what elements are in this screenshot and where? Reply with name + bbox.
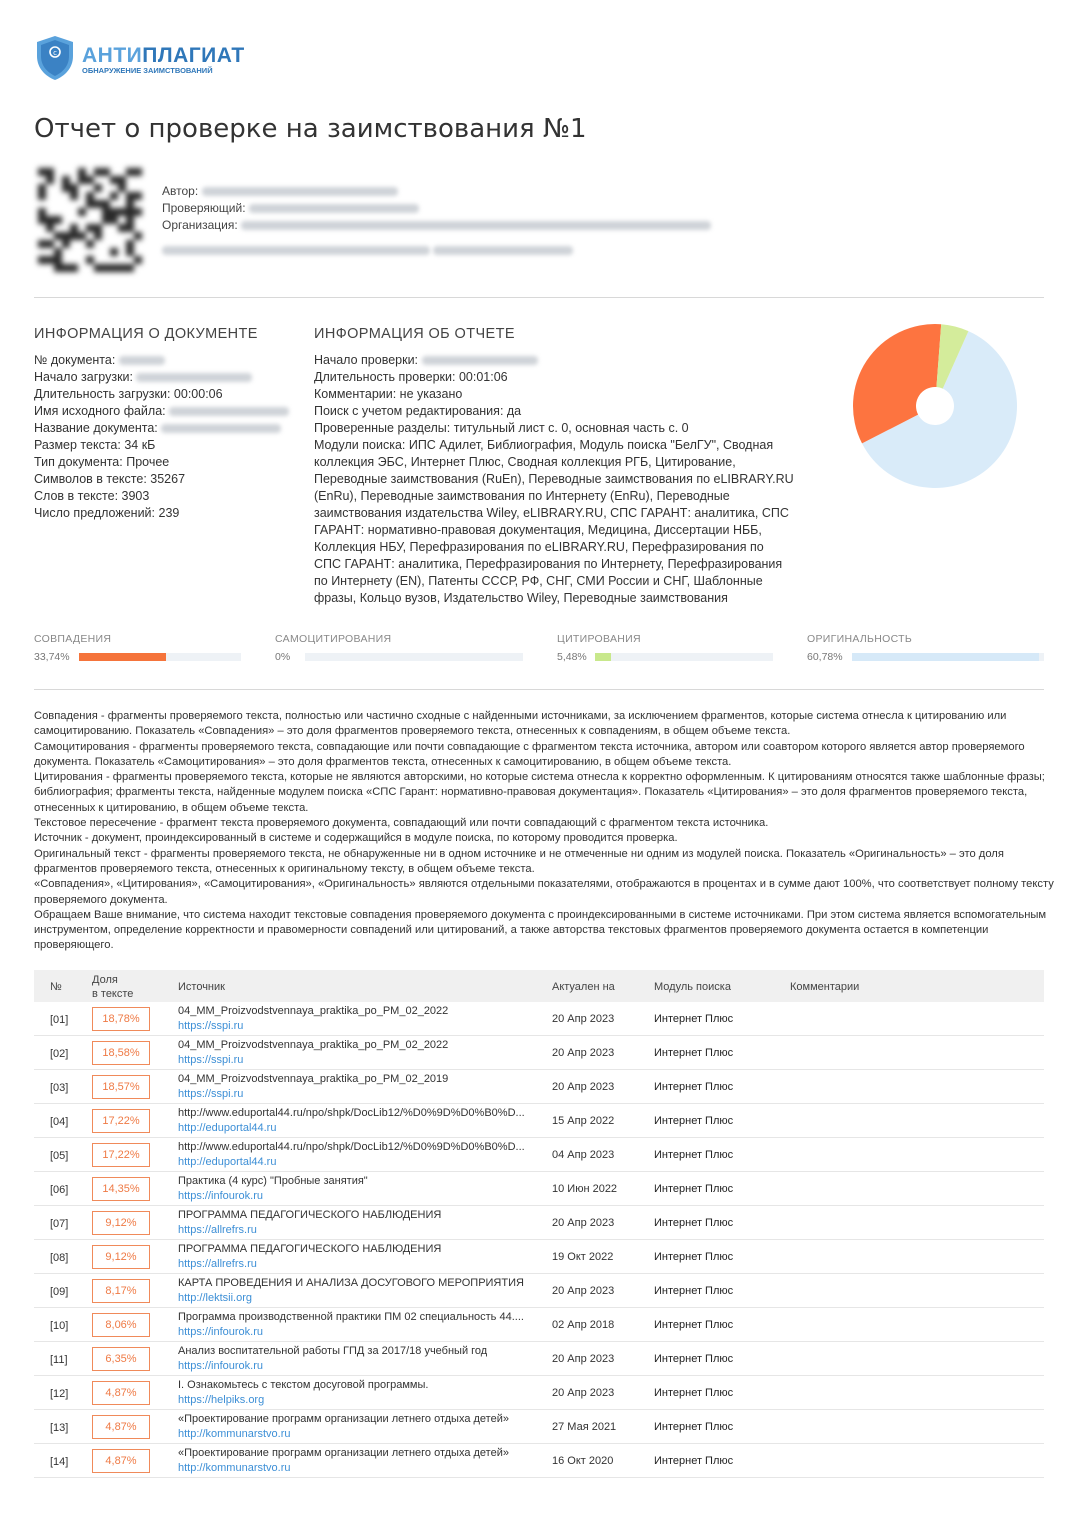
row-share-badge: 4,87%: [92, 1449, 150, 1473]
row-number: [09]: [50, 1286, 69, 1298]
row-share-badge: 9,12%: [92, 1211, 150, 1235]
row-source-title: http://www.eduportal44.ru/npo/shpk/DocLib12/%D0%9D%D0%B0%D...: [178, 1107, 525, 1119]
svg-text:c: c: [53, 49, 57, 57]
qr-cell: [110, 264, 118, 272]
row-source-title: «Проектирование программ организации летнего отдыха детей»: [178, 1447, 509, 1459]
table-row: [34, 1376, 1044, 1410]
row-share-badge: 4,87%: [92, 1415, 150, 1439]
sources-table: [34, 970, 1044, 1478]
row-source-title: http://www.eduportal44.ru/npo/shpk/DocLib12/%D0%9D%D0%B0%D...: [178, 1141, 525, 1153]
metric-fill: [595, 653, 611, 661]
row-share-badge: 18,78%: [92, 1007, 150, 1031]
qr-cell: [38, 240, 46, 248]
qr-cell: [134, 232, 142, 240]
qr-cell: [46, 224, 54, 232]
row-module: Интернет Плюс: [654, 1285, 734, 1297]
row-number: [10]: [50, 1320, 69, 1332]
metric-track: [852, 653, 1044, 661]
qr-cell: [46, 240, 54, 248]
check-duration: Длительность проверки: 00:01:06: [314, 370, 508, 384]
row-module: Интернет Плюс: [654, 1081, 734, 1093]
qr-cell: [102, 216, 110, 224]
row-source-title: Практика (4 курс) "Пробные занятия": [178, 1175, 368, 1187]
qr-cell: [38, 192, 46, 200]
qr-cell: [94, 168, 102, 176]
table-row: [34, 1138, 1044, 1172]
check-comments: Комментарии: не указано: [314, 387, 463, 401]
upload-duration: Длительность загрузки: 00:00:06: [34, 387, 223, 401]
glossary-paragraph: Обращаем Ваше внимание, что система находит текстовые совпадения проверяемого документа с проиндексированными в системе источниками. При этом система является вспомогательным инструментом, определение корректности и правомерности совпадений или цитирований, а также авторства текстовых фрагментов проверяемого документа остается в компетенции проверяющего.: [34, 908, 1047, 952]
shield-logo-icon: [34, 34, 76, 82]
qr-cell: [94, 264, 102, 272]
glossary-paragraph: Источник - документ, проиндексированный в системе и содержащийся в модуле поиска, по которому проводится проверка.: [34, 832, 678, 845]
table-row: [34, 1172, 1044, 1206]
qr-cell: [78, 168, 86, 176]
row-module: Интернет Плюс: [654, 1115, 734, 1127]
row-share-badge: 8,06%: [92, 1313, 150, 1337]
table-row: [34, 1206, 1044, 1240]
qr-cell: [118, 184, 126, 192]
row-module: Интернет Плюс: [654, 1217, 734, 1229]
qr-cell: [38, 184, 46, 192]
table-header: [34, 970, 1044, 1002]
checked-sections: Проверенные разделы: титульный лист с. 0, основная часть с. 0: [314, 421, 689, 435]
qr-cell: [126, 168, 134, 176]
row-date: 20 Апр 2023: [552, 1387, 615, 1399]
row-source-title: Анализ воспитательной работы ГПД за 2017/18 учебный год: [178, 1345, 488, 1357]
row-date: 02 Апр 2018: [552, 1319, 615, 1331]
table-row: [34, 1274, 1044, 1308]
row-module: Интернет Плюс: [654, 1455, 734, 1467]
th-share: Доля в тексте: [92, 974, 134, 1000]
qr-cell: [110, 248, 118, 256]
qr-cell: [62, 176, 70, 184]
metric-track: [595, 653, 773, 661]
qr-cell: [86, 200, 94, 208]
qr-cell: [126, 208, 134, 216]
qr-cell: [70, 232, 78, 240]
row-number: [04]: [50, 1116, 69, 1128]
qr-cell: [38, 208, 46, 216]
qr-cell: [94, 224, 102, 232]
qr-cell: [126, 224, 134, 232]
qr-cell: [118, 176, 126, 184]
qr-cell: [62, 232, 70, 240]
qr-cell: [46, 168, 54, 176]
row-share-badge: 18,58%: [92, 1041, 150, 1065]
qr-cell: [62, 184, 70, 192]
qr-cell: [110, 192, 118, 200]
qr-cell: [54, 232, 62, 240]
row-module: Интернет Плюс: [654, 1251, 734, 1263]
edit-search: Поиск с учетом редактирования: да: [314, 404, 522, 418]
qr-cell: [70, 224, 78, 232]
row-share-badge: 9,12%: [92, 1245, 150, 1269]
glossary-paragraph: Самоцитирования - фрагменты проверяемого текста, совпадающие или почти совпадающие с фрагментом текста источника, автором или соавтором которого является автор проверяемого документа. Показатель «Самоцитирования» – это доля фрагментов текста, отнесенных к самоцитированию, в общем объеме текста.: [34, 740, 1025, 768]
antiplagiat-logo: [34, 34, 245, 84]
row-number: [13]: [50, 1422, 69, 1434]
row-date: 20 Апр 2023: [552, 1081, 615, 1093]
row-date: 20 Апр 2023: [552, 1013, 615, 1025]
row-module: Интернет Плюс: [654, 1421, 734, 1433]
meta-organization: Организация:: [162, 218, 711, 232]
row-date: 20 Апр 2023: [552, 1217, 615, 1229]
qr-cell: [86, 240, 94, 248]
row-module: Интернет Плюс: [654, 1013, 734, 1025]
table-body: [34, 1002, 1044, 1478]
qr-cell: [102, 264, 110, 272]
row-share-badge: 8,17%: [92, 1279, 150, 1303]
qr-cell: [110, 176, 118, 184]
char-count: Символов в тексте: 35267: [34, 472, 186, 486]
qr-cell: [126, 264, 134, 272]
row-number: [06]: [50, 1184, 69, 1196]
row-source-title: Программа производственной практики ПМ 02 специальность 44....: [178, 1311, 524, 1323]
qr-cell: [118, 208, 126, 216]
qr-cell: [38, 168, 46, 176]
divider: [34, 689, 1044, 690]
metric-3: [807, 633, 913, 663]
row-date: 10 Июн 2022: [552, 1183, 618, 1195]
qr-cell: [126, 200, 134, 208]
qr-cell: [94, 232, 102, 240]
qr-cell: [38, 256, 46, 264]
qr-cell: [86, 176, 94, 184]
report-info-heading: ИНФОРМАЦИЯ ОБ ОТЧЕТЕ: [314, 326, 515, 342]
metric-value: 60,78%: [807, 651, 843, 663]
qr-cell: [134, 208, 142, 216]
qr-cell: [46, 256, 54, 264]
qr-cell: [70, 264, 78, 272]
doc-info: [34, 352, 289, 522]
row-source-link[interactable]: http://lektsii.org: [178, 1292, 252, 1304]
qr-cell: [126, 248, 134, 256]
qr-cell: [78, 208, 86, 216]
row-share-badge: 18,57%: [92, 1075, 150, 1099]
glossary-paragraph: Оригинальный текст - фрагменты проверяемого текста, не обнаруженные ни в одном источнике и не отмеченные ни одним из модулей поиска. Показатель «Оригинальность» – это доля фрагментов проверяемого текста, отнесенных к оригинальному тексту, в общем объеме текста.: [34, 847, 1004, 875]
row-number: [01]: [50, 1014, 69, 1026]
table-row: [34, 1308, 1044, 1342]
row-source-title: ПРОГРАММА ПЕДАГОГИЧЕСКОГО НАБЛЮДЕНИЯ: [178, 1243, 442, 1255]
row-source-title: 04_MM_Proizvodstvennaya_praktika_po_PM_02_2022: [178, 1039, 449, 1051]
qr-cell: [86, 192, 94, 200]
table-row: [34, 1002, 1044, 1036]
table-row: [34, 1342, 1044, 1376]
upload-start: Начало загрузки:: [34, 369, 289, 386]
qr-cell: [126, 240, 134, 248]
metric-label: САМОЦИТИРОВАНИЯ: [275, 633, 392, 645]
metric-2: [557, 633, 641, 663]
row-source-link[interactable]: http://eduportal44.ru: [178, 1156, 277, 1168]
doc-name: Название документа:: [34, 420, 289, 437]
metric-label: ЦИТИРОВАНИЯ: [557, 633, 641, 645]
qr-cell: [94, 184, 102, 192]
th-module: Модуль поиска: [654, 981, 731, 993]
text-size: Размер текста: 34 кБ: [34, 438, 156, 452]
divider: [34, 297, 1044, 298]
qr-cell: [110, 216, 118, 224]
doc-type: Тип документа: Прочее: [34, 455, 170, 469]
report-info: [314, 352, 794, 607]
glossary-paragraph: Совпадения - фрагменты проверяемого текста, полностью или частично сходные с найденными источниками, за исключением фрагментов, которые система отнесла к цитированию или самоцитированию. Показатель «Совпадения» – это доля фрагментов проверяемого текста, отнесенных к совпадениям, в общем объеме текста.: [34, 710, 1007, 738]
qr-cell: [62, 264, 70, 272]
qr-cell: [94, 200, 102, 208]
glossary-paragraph: Цитирования - фрагменты проверяемого текста, которые не являются авторскими, но которые система отнесла к корректно оформленным. К цитированиям относятся также шаблонные фразы; библиография; фрагменты текста, найденные модулем поиска «СПС Гарант: нормативно-правовая документация». Показатель «Цитирования» – это доля фрагментов проверяемого текста, отнесенных к цитированию, в общем объеме текста.: [34, 771, 1045, 814]
check-start: Начало проверки:: [314, 352, 794, 369]
table-row: [34, 1444, 1044, 1478]
row-number: [08]: [50, 1252, 69, 1264]
qr-cell: [118, 264, 126, 272]
qr-cell: [86, 224, 94, 232]
qr-cell: [54, 216, 62, 224]
row-source-title: КАРТА ПРОВЕДЕНИЯ И АНАЛИЗА ДОСУГОВОГО МЕРОПРИЯТИЯ: [178, 1277, 524, 1289]
row-source-title: 04_MM_Proizvodstvennaya_praktika_po_PM_02_2019: [178, 1073, 449, 1085]
word-count: Слов в тексте: 3903: [34, 489, 150, 503]
row-source-link[interactable]: https://sspi.ru: [178, 1020, 244, 1032]
row-number: [02]: [50, 1048, 69, 1060]
qr-cell: [134, 168, 142, 176]
qr-cell: [62, 240, 70, 248]
row-number: [14]: [50, 1456, 69, 1468]
metric-track: [305, 653, 523, 661]
qr-cell: [54, 264, 62, 272]
table-row: [34, 1104, 1044, 1138]
qr-cell: [46, 176, 54, 184]
report-title: Отчет о проверке на заимствования №1: [34, 114, 587, 144]
meta-author: Автор:: [162, 184, 398, 198]
row-number: [05]: [50, 1150, 69, 1162]
row-source-link[interactable]: https://allrefrs.ru: [178, 1258, 257, 1270]
meta-blurred-line: [162, 243, 573, 257]
row-date: 19 Окт 2022: [552, 1251, 614, 1263]
row-source-link[interactable]: https://infourok.ru: [178, 1360, 263, 1372]
qr-cell: [46, 216, 54, 224]
row-source-link[interactable]: https://infourok.ru: [178, 1326, 263, 1338]
logo-tagline: ОБНАРУЖЕНИЕ ЗАИМСТВОВАНИЙ: [82, 66, 213, 75]
th-comments: Комментарии: [790, 981, 860, 993]
metric-label: ОРИГИНАЛЬНОСТЬ: [807, 633, 913, 645]
row-module: Интернет Плюс: [654, 1319, 734, 1331]
row-source-link[interactable]: https://sspi.ru: [178, 1054, 244, 1066]
qr-cell: [78, 176, 86, 184]
qr-cell: [86, 256, 94, 264]
metric-value: 33,74%: [34, 651, 70, 663]
metric-track: [79, 653, 241, 661]
th-date: Актуален на: [552, 981, 615, 993]
row-module: Интернет Плюс: [654, 1353, 734, 1365]
metric-fill: [852, 653, 1039, 661]
glossary-paragraph: Текстовое пересечение - фрагмент текста проверяемого документа, совпадающий или почти совпадающий с фрагментом текста источника.: [34, 817, 769, 830]
metric-1: [275, 633, 392, 663]
originality-pie-chart: [850, 321, 1020, 491]
row-source-title: «Проектирование программ организации летнего отдыха детей»: [178, 1413, 509, 1425]
row-number: [12]: [50, 1388, 69, 1400]
qr-cell: [102, 208, 110, 216]
metric-value: 0%: [275, 651, 291, 663]
metric-label: СОВПАДЕНИЯ: [34, 633, 112, 645]
row-source-title: I. Ознакомьтесь с текстом досуговой программы.: [178, 1379, 429, 1391]
qr-cell: [126, 192, 134, 200]
qr-cell: [70, 184, 78, 192]
metric-value: 5,48%: [557, 651, 587, 663]
glossary: [34, 709, 1062, 954]
row-share-badge: 6,35%: [92, 1347, 150, 1371]
qr-cell: [134, 256, 142, 264]
metric-fill: [79, 653, 166, 661]
row-share-badge: 4,87%: [92, 1381, 150, 1405]
row-source-link[interactable]: https://allrefrs.ru: [178, 1224, 257, 1236]
row-source-link[interactable]: http://kommunarstvo.ru: [178, 1462, 291, 1474]
search-modules: Модули поиска: ИПС Адилет, Библиография, Модуль поиска "БелГУ", Сводная коллекция ЭБС, Интернет Плюс, Сводная коллекция РГБ, Цитирование, Переводные заимствования (RuEn), Переводные заимствования по eLIBRARY.RU (EnRu), Переводные заимствования по Интернету (EnRu), Переводные заимствования издательства Wiley, eLIBRARY.RU, СПС ГАРАНТ: аналитика, СПС ГАРАНТ: нормативно-правовая документация, Медицина, Диссертации НББ, Коллекция НБУ, Перефразирования по eLIBRARY.RU, Перефразирования по СПС ГАРАНТ: аналитика, Перефразирования по Интернету, Перефразирования по Интернету (EN), Патенты СССР, РФ, СНГ, СМИ России и СНГ, Шаблонные фразы, Кольцо вузов, Издательство Wiley, Переводные заимствования: [314, 438, 794, 605]
doc-number: № документа:: [34, 352, 289, 369]
row-module: Интернет Плюс: [654, 1183, 734, 1195]
qr-cell: [126, 216, 134, 224]
meta-checker: Проверяющий:: [162, 201, 419, 215]
row-date: 27 Мая 2021: [552, 1421, 617, 1433]
row-date: 15 Апр 2022: [552, 1115, 615, 1127]
row-source-link[interactable]: http://eduportal44.ru: [178, 1122, 277, 1134]
row-module: Интернет Плюс: [654, 1387, 734, 1399]
qr-cell: [54, 248, 62, 256]
logo-wordmark: АНТИПЛАГИАТ: [82, 44, 245, 67]
row-share-badge: 17,22%: [92, 1143, 150, 1167]
row-number: [07]: [50, 1218, 69, 1230]
qr-cell: [110, 208, 118, 216]
sentence-count: Число предложений: 239: [34, 506, 180, 520]
row-date: 20 Апр 2023: [552, 1353, 615, 1365]
row-source-link[interactable]: https://sspi.ru: [178, 1088, 244, 1100]
table-row: [34, 1070, 1044, 1104]
row-number: [03]: [50, 1082, 69, 1094]
row-module: Интернет Плюс: [654, 1047, 734, 1059]
glossary-paragraph: «Совпадения», «Цитирования», «Самоцитирования», «Оригинальность» являются отдельными показателями, отображаются в процентах и в сумме дают 100%, что соответствует полному тексту проверяемого документа.: [34, 878, 1054, 906]
qr-cell: [38, 216, 46, 224]
row-date: 20 Апр 2023: [552, 1285, 615, 1297]
qr-cell: [134, 192, 142, 200]
row-source-title: 04_MM_Proizvodstvennaya_praktika_po_PM_02_2022: [178, 1005, 449, 1017]
row-source-link[interactable]: https://helpiks.org: [178, 1394, 265, 1406]
th-source: Источник: [178, 981, 225, 993]
table-row: [34, 1410, 1044, 1444]
th-number: №: [50, 981, 62, 993]
row-date: 04 Апр 2023: [552, 1149, 615, 1161]
table-row: [34, 1240, 1044, 1274]
qr-code-blurred: [38, 168, 144, 272]
source-file: Имя исходного файла:: [34, 403, 289, 420]
row-date: 20 Апр 2023: [552, 1047, 615, 1059]
table-row: [34, 1036, 1044, 1070]
row-number: [11]: [50, 1354, 68, 1366]
row-share-badge: 17,22%: [92, 1109, 150, 1133]
row-module: Интернет Плюс: [654, 1149, 734, 1161]
row-source-title: ПРОГРАММА ПЕДАГОГИЧЕСКОГО НАБЛЮДЕНИЯ: [178, 1209, 442, 1221]
qr-cell: [102, 168, 110, 176]
qr-cell: [54, 256, 62, 264]
row-share-badge: 14,35%: [92, 1177, 150, 1201]
qr-cell: [118, 224, 126, 232]
doc-info-heading: ИНФОРМАЦИЯ О ДОКУМЕНТЕ: [34, 326, 258, 342]
qr-cell: [70, 192, 78, 200]
qr-cell: [78, 232, 86, 240]
row-source-link[interactable]: https://infourok.ru: [178, 1190, 263, 1202]
metric-0: [34, 633, 112, 663]
row-source-link[interactable]: http://kommunarstvo.ru: [178, 1428, 291, 1440]
row-date: 16 Окт 2020: [552, 1455, 614, 1467]
qr-cell: [102, 200, 110, 208]
